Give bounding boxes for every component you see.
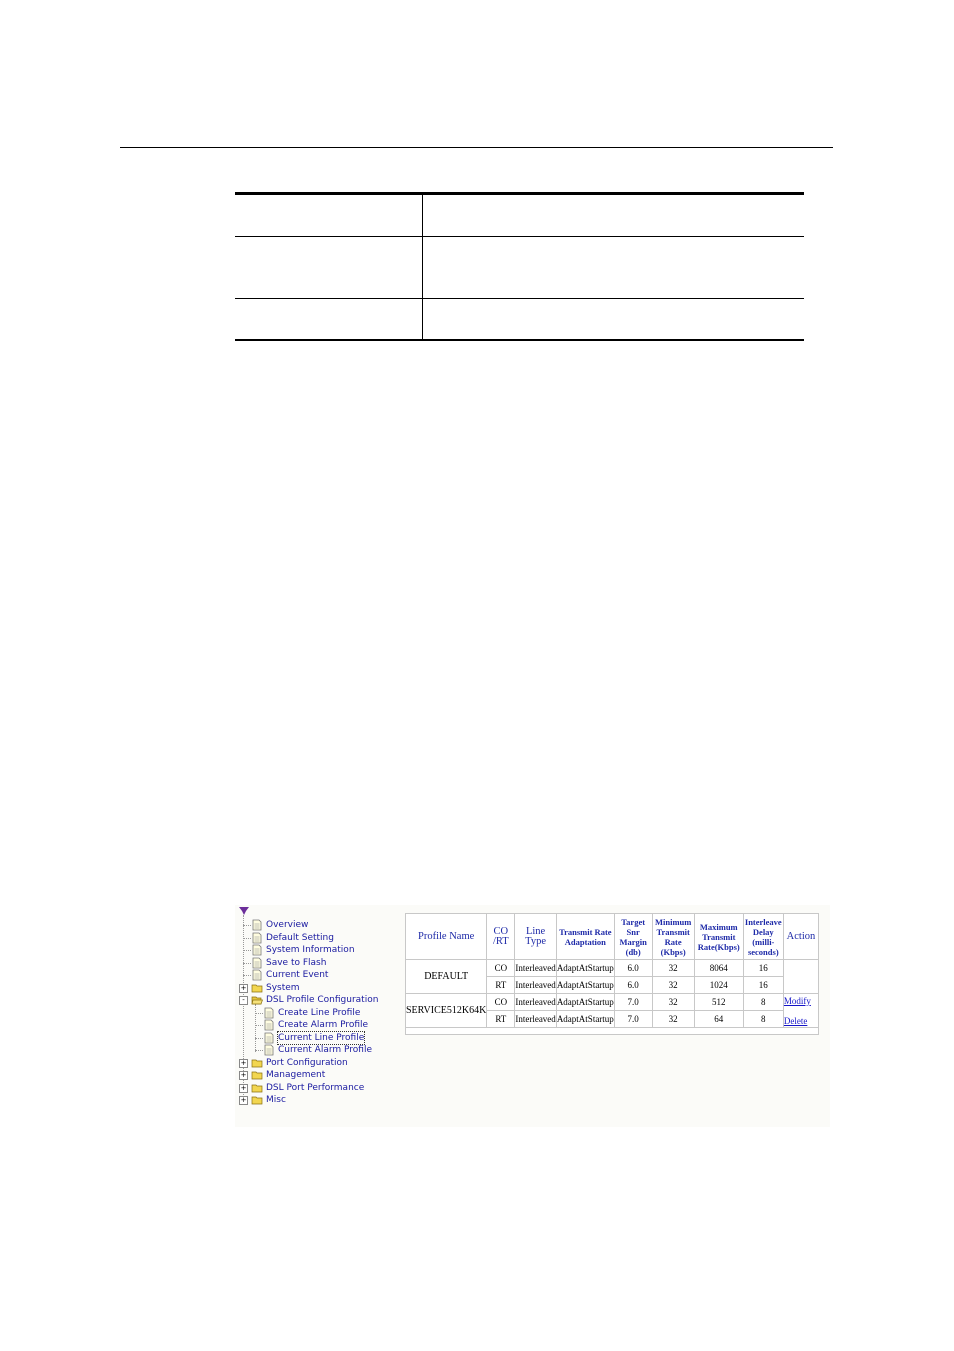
col-header-action: Action xyxy=(783,914,818,960)
tree-guide-line xyxy=(255,1004,256,1052)
col-header-transmit-rate-adaptation: Transmit Rate Adaptation xyxy=(556,914,614,960)
folder-icon xyxy=(251,982,263,994)
tree-item-label[interactable]: Default Setting xyxy=(266,932,334,943)
tree-item-label[interactable]: DSL Profile Configuration xyxy=(266,995,379,1005)
col-header-line-type: Line Type xyxy=(515,914,556,960)
line-type-cell: Interleaved xyxy=(515,960,556,977)
adaptation-cell: AdaptAtStartup xyxy=(556,994,614,1011)
tree-item-label[interactable]: System xyxy=(266,982,300,993)
page-icon xyxy=(263,1019,275,1031)
expand-icon[interactable]: + xyxy=(240,1058,247,1067)
tree-guide-line xyxy=(255,1025,263,1026)
collapse-icon[interactable]: - xyxy=(239,996,248,1005)
tree-item-label[interactable]: Port Configuration xyxy=(266,1057,348,1068)
tree-item-label[interactable]: Current Line Profile xyxy=(278,1032,365,1043)
tree-item-label[interactable]: System Information xyxy=(266,945,355,955)
page-icon xyxy=(251,919,263,931)
tree-item-label[interactable]: Create Alarm Profile xyxy=(278,1020,369,1030)
line-type-cell: Interleaved xyxy=(515,994,556,1011)
line-type-cell: Interleaved xyxy=(515,977,556,994)
expand-icon[interactable]: + xyxy=(240,1071,247,1079)
table-header-row xyxy=(406,914,819,960)
delay-cell: 16 xyxy=(743,960,783,977)
table-footer-row xyxy=(406,1028,819,1035)
tree-item-label[interactable]: Management xyxy=(266,1070,326,1080)
expand-icon[interactable]: + xyxy=(240,1083,247,1092)
folder-icon xyxy=(251,1094,263,1106)
page-icon xyxy=(263,1044,275,1056)
profile-name-cell: DEFAULT xyxy=(406,960,487,994)
table-footer-cell xyxy=(406,1028,819,1035)
table-bottom-border xyxy=(235,339,804,341)
expand-icon[interactable]: + xyxy=(240,983,247,992)
min-rate-cell: 32 xyxy=(652,994,694,1011)
page-icon xyxy=(251,932,263,944)
snr-cell: 7.0 xyxy=(614,1011,652,1028)
snr-cell: 6.0 xyxy=(614,960,652,977)
expand-icon[interactable]: + xyxy=(240,1096,247,1104)
profile-name-cell: SERVICE512K64K xyxy=(406,994,487,1028)
modify-link[interactable]: Modify xyxy=(783,995,811,1006)
root-monitor-icon xyxy=(239,907,249,915)
tree-guide-line xyxy=(243,950,251,951)
snr-cell: 7.0 xyxy=(614,994,652,1011)
action-cell xyxy=(783,994,818,1028)
tree-item-label[interactable]: Current Alarm Profile xyxy=(278,1045,372,1055)
nav-tree xyxy=(235,905,400,1127)
tree-item-label[interactable]: Overview xyxy=(266,920,309,930)
spec-table xyxy=(235,192,804,341)
page-icon xyxy=(251,944,263,956)
table-top-border xyxy=(235,192,804,195)
min-rate-cell: 32 xyxy=(652,977,694,994)
folder-icon xyxy=(251,1057,263,1069)
min-rate-cell: 32 xyxy=(652,960,694,977)
web-ui-screenshot xyxy=(235,905,830,1127)
tree-guide-line xyxy=(255,1038,263,1039)
co-rt-cell: CO xyxy=(487,994,515,1011)
col-header-co-rt: CO /RT xyxy=(487,914,515,960)
page-icon xyxy=(251,957,263,969)
co-rt-cell: CO xyxy=(487,960,515,977)
action-cell xyxy=(783,960,818,994)
max-rate-cell: 1024 xyxy=(694,977,743,994)
co-rt-cell: RT xyxy=(487,977,515,994)
folder-icon xyxy=(251,1069,263,1081)
table-row xyxy=(406,960,819,977)
page-icon xyxy=(263,1007,275,1019)
max-rate-cell: 8064 xyxy=(694,960,743,977)
tree-item-label[interactable]: Current Event xyxy=(266,970,329,980)
delay-cell: 8 xyxy=(743,994,783,1011)
delete-link[interactable]: Delete xyxy=(783,1015,808,1026)
adaptation-cell: AdaptAtStartup xyxy=(556,977,614,994)
col-header-target-snr-margin: Target Snr Margin (db) xyxy=(614,914,652,960)
col-header-interleave-delay: Interleave Delay (milli-seconds) xyxy=(743,914,783,960)
tree-item-label[interactable]: DSL Port Performance xyxy=(266,1082,365,1093)
tree-item-label[interactable]: Create Line Profile xyxy=(278,1007,361,1018)
tree-guide-line xyxy=(243,938,251,939)
table-row xyxy=(406,994,819,1011)
max-rate-cell: 64 xyxy=(694,1011,743,1028)
snr-cell: 6.0 xyxy=(614,977,652,994)
tree-guide-line xyxy=(243,975,251,976)
tree-item-label[interactable]: Misc xyxy=(266,1095,286,1105)
tree-item-label[interactable]: Save to Flash xyxy=(266,957,327,968)
line-profile-table xyxy=(405,913,819,1035)
tree-guide-line xyxy=(255,1013,263,1014)
table-row-divider xyxy=(235,298,804,299)
page-icon xyxy=(251,969,263,981)
delay-cell: 8 xyxy=(743,1011,783,1028)
col-header-max-transmit-rate: Maximum Transmit Rate(Kbps) xyxy=(694,914,743,960)
min-rate-cell: 32 xyxy=(652,1011,694,1028)
tree-guide-line xyxy=(243,925,251,926)
col-header-min-transmit-rate: Minimum Transmit Rate (Kbps) xyxy=(652,914,694,960)
adaptation-cell: AdaptAtStartup xyxy=(556,960,614,977)
table-column-divider xyxy=(422,192,423,341)
folder-icon xyxy=(251,1082,263,1094)
top-rule xyxy=(120,147,833,148)
tree-guide-line xyxy=(255,1050,263,1051)
table-row-divider xyxy=(235,236,804,237)
max-rate-cell: 512 xyxy=(694,994,743,1011)
col-header-profile-name: Profile Name xyxy=(406,914,487,960)
tree-guide-line xyxy=(243,963,251,964)
page-icon xyxy=(263,1032,275,1044)
co-rt-cell: RT xyxy=(487,1011,515,1028)
line-type-cell: Interleaved xyxy=(515,1011,556,1028)
adaptation-cell: AdaptAtStartup xyxy=(556,1011,614,1028)
delay-cell: 16 xyxy=(743,977,783,994)
folder-open-icon xyxy=(251,994,263,1006)
